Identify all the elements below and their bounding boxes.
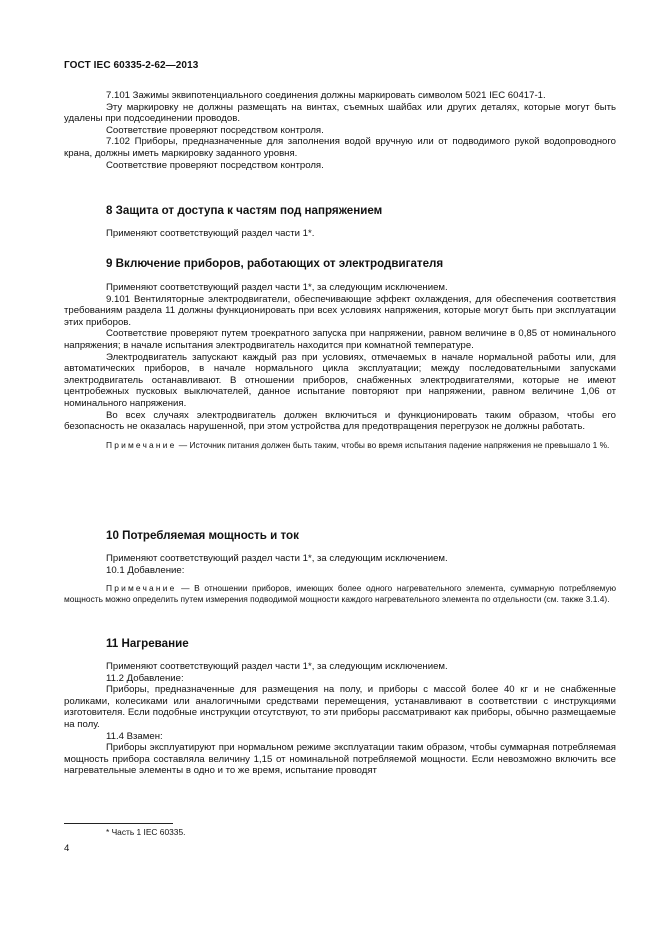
section-8-body bbox=[64, 228, 616, 240]
section-heading: 11 Нагревание bbox=[106, 637, 189, 650]
note-label: Примечание bbox=[106, 439, 177, 450]
clause-7-block bbox=[64, 90, 616, 171]
paragraph: Применяют соответствующий раздел части 1*. bbox=[106, 228, 315, 239]
section-8 bbox=[64, 204, 616, 218]
standard-header: ГОСТ IEC 60335-2-62—2013 bbox=[64, 60, 199, 71]
paragraph: 9.101 Вентиляторные электродвигатели, обеспечивающие эффект охлаждения, для обеспечения соответствия требованиям раздела 11 должны функционировать при всех условиях напряжения, которые могут быть при эксплуатации этих приборов. bbox=[64, 293, 616, 328]
paragraph: 11.4 Взамен: bbox=[106, 730, 163, 742]
paragraph: Применяют соответствующий раздел части 1*, за следующим исключением. bbox=[106, 553, 448, 564]
note-text: — Источник питания должен быть таким, чтобы во время испытания падение напряжения не превышало 1 %. bbox=[176, 439, 610, 450]
paragraph: Соответствие проверяют путем троекратного запуска при напряжении, равном величине в 0,85 от номинального напряжения; в начале испытания электродвигатель находится при комнатной температуре. bbox=[64, 328, 616, 351]
section-10-body bbox=[64, 553, 616, 605]
section-heading: 8 Защита от доступа к частям под напряжением bbox=[106, 204, 383, 217]
note bbox=[64, 583, 616, 605]
note-label: Примечание bbox=[106, 583, 177, 594]
paragraph: Применяют соответствующий раздел части 1*, за следующим исключением. bbox=[106, 661, 448, 672]
paragraph: Приборы эксплуатируют при нормальном режиме эксплуатации таким образом, чтобы суммарная потребляемая мощность прибора составляла величину 1,15 от номинальной потребляемой мощности. Если невозможно включить все нагревательные элементы в одно и то же время, испытание проводят bbox=[64, 742, 616, 777]
paragraph: Соответствие проверяют посредством контроля. bbox=[106, 159, 324, 171]
footnote-divider bbox=[64, 823, 173, 824]
paragraph: Во всех случаях электродвигатель должен включиться и функционировать таким образом, чтобы его безопасность не оказалась нарушенной, при этом устройства для предотвращения перегрузок не должны работать. bbox=[64, 409, 616, 433]
footnote: * Часть 1 IEC 60335. bbox=[106, 827, 186, 837]
note bbox=[64, 440, 616, 451]
section-9-body bbox=[64, 282, 616, 451]
section-10 bbox=[64, 529, 616, 543]
note-text: — В отношении приборов, имеющих более одного нагревательного элемента, суммарную потребляемую мощность можно определить путем измерения подводимой мощности каждого нагревательного элемента по отдельности (см. также 3.1.4). bbox=[64, 583, 616, 605]
paragraph: 7.101 Зажимы эквипотенциального соединения должны маркировать символом 5021 IEC 60417-1. bbox=[106, 90, 546, 101]
section-11-body bbox=[64, 661, 616, 777]
section-11 bbox=[64, 637, 616, 651]
paragraph: Приборы, предназначенные для размещения на полу, и приборы с массой более 40 кг и не снабженные роликами, колесиками или аналогичными средствами перемещения, устанавливают в соответствии с инструкциями изготовителя. Если подобные инструкции отсутствуют, то эти приборы рассматривают как приборы, обычно размещаемые на полу. bbox=[64, 684, 616, 730]
page-number: 4 bbox=[64, 843, 70, 854]
paragraph: 7.102 Приборы, предназначенные для заполнения водой вручную или от подводимого рукой водопроводного крана, должны иметь маркировку заданного уровня. bbox=[64, 136, 616, 159]
paragraph: 11.2 Добавление: bbox=[106, 672, 184, 684]
section-heading: 9 Включение приборов, работающих от электродвигателя bbox=[106, 257, 444, 270]
section-9 bbox=[64, 257, 616, 271]
paragraph: Соответствие проверяют посредством контроля. bbox=[106, 124, 324, 136]
paragraph: Применяют соответствующий раздел части 1*, за следующим исключением. bbox=[106, 282, 448, 293]
section-heading: 10 Потребляемая мощность и ток bbox=[106, 529, 299, 542]
paragraph: Электродвигатель запускают каждый раз при условиях, отмечаемых в начале нормальной работы или, для автоматических приборов, в начале нормального цикла эксплуатации; между последовательными запусками электродвигатель останавливают. В отношении приборов, снабженных электродвигателями, которые не имеют центробежных пусковых выключателей, данное испытание повторяют при напряжении, равном величине 1,06 от номинального напряжения. bbox=[64, 351, 616, 409]
paragraph: 10.1 Добавление: bbox=[106, 564, 185, 576]
paragraph: Эту маркировку не должны размещать на винтах, съемных шайбах или других деталях, которые могут быть удалены при подсоединении проводов. bbox=[64, 101, 616, 125]
